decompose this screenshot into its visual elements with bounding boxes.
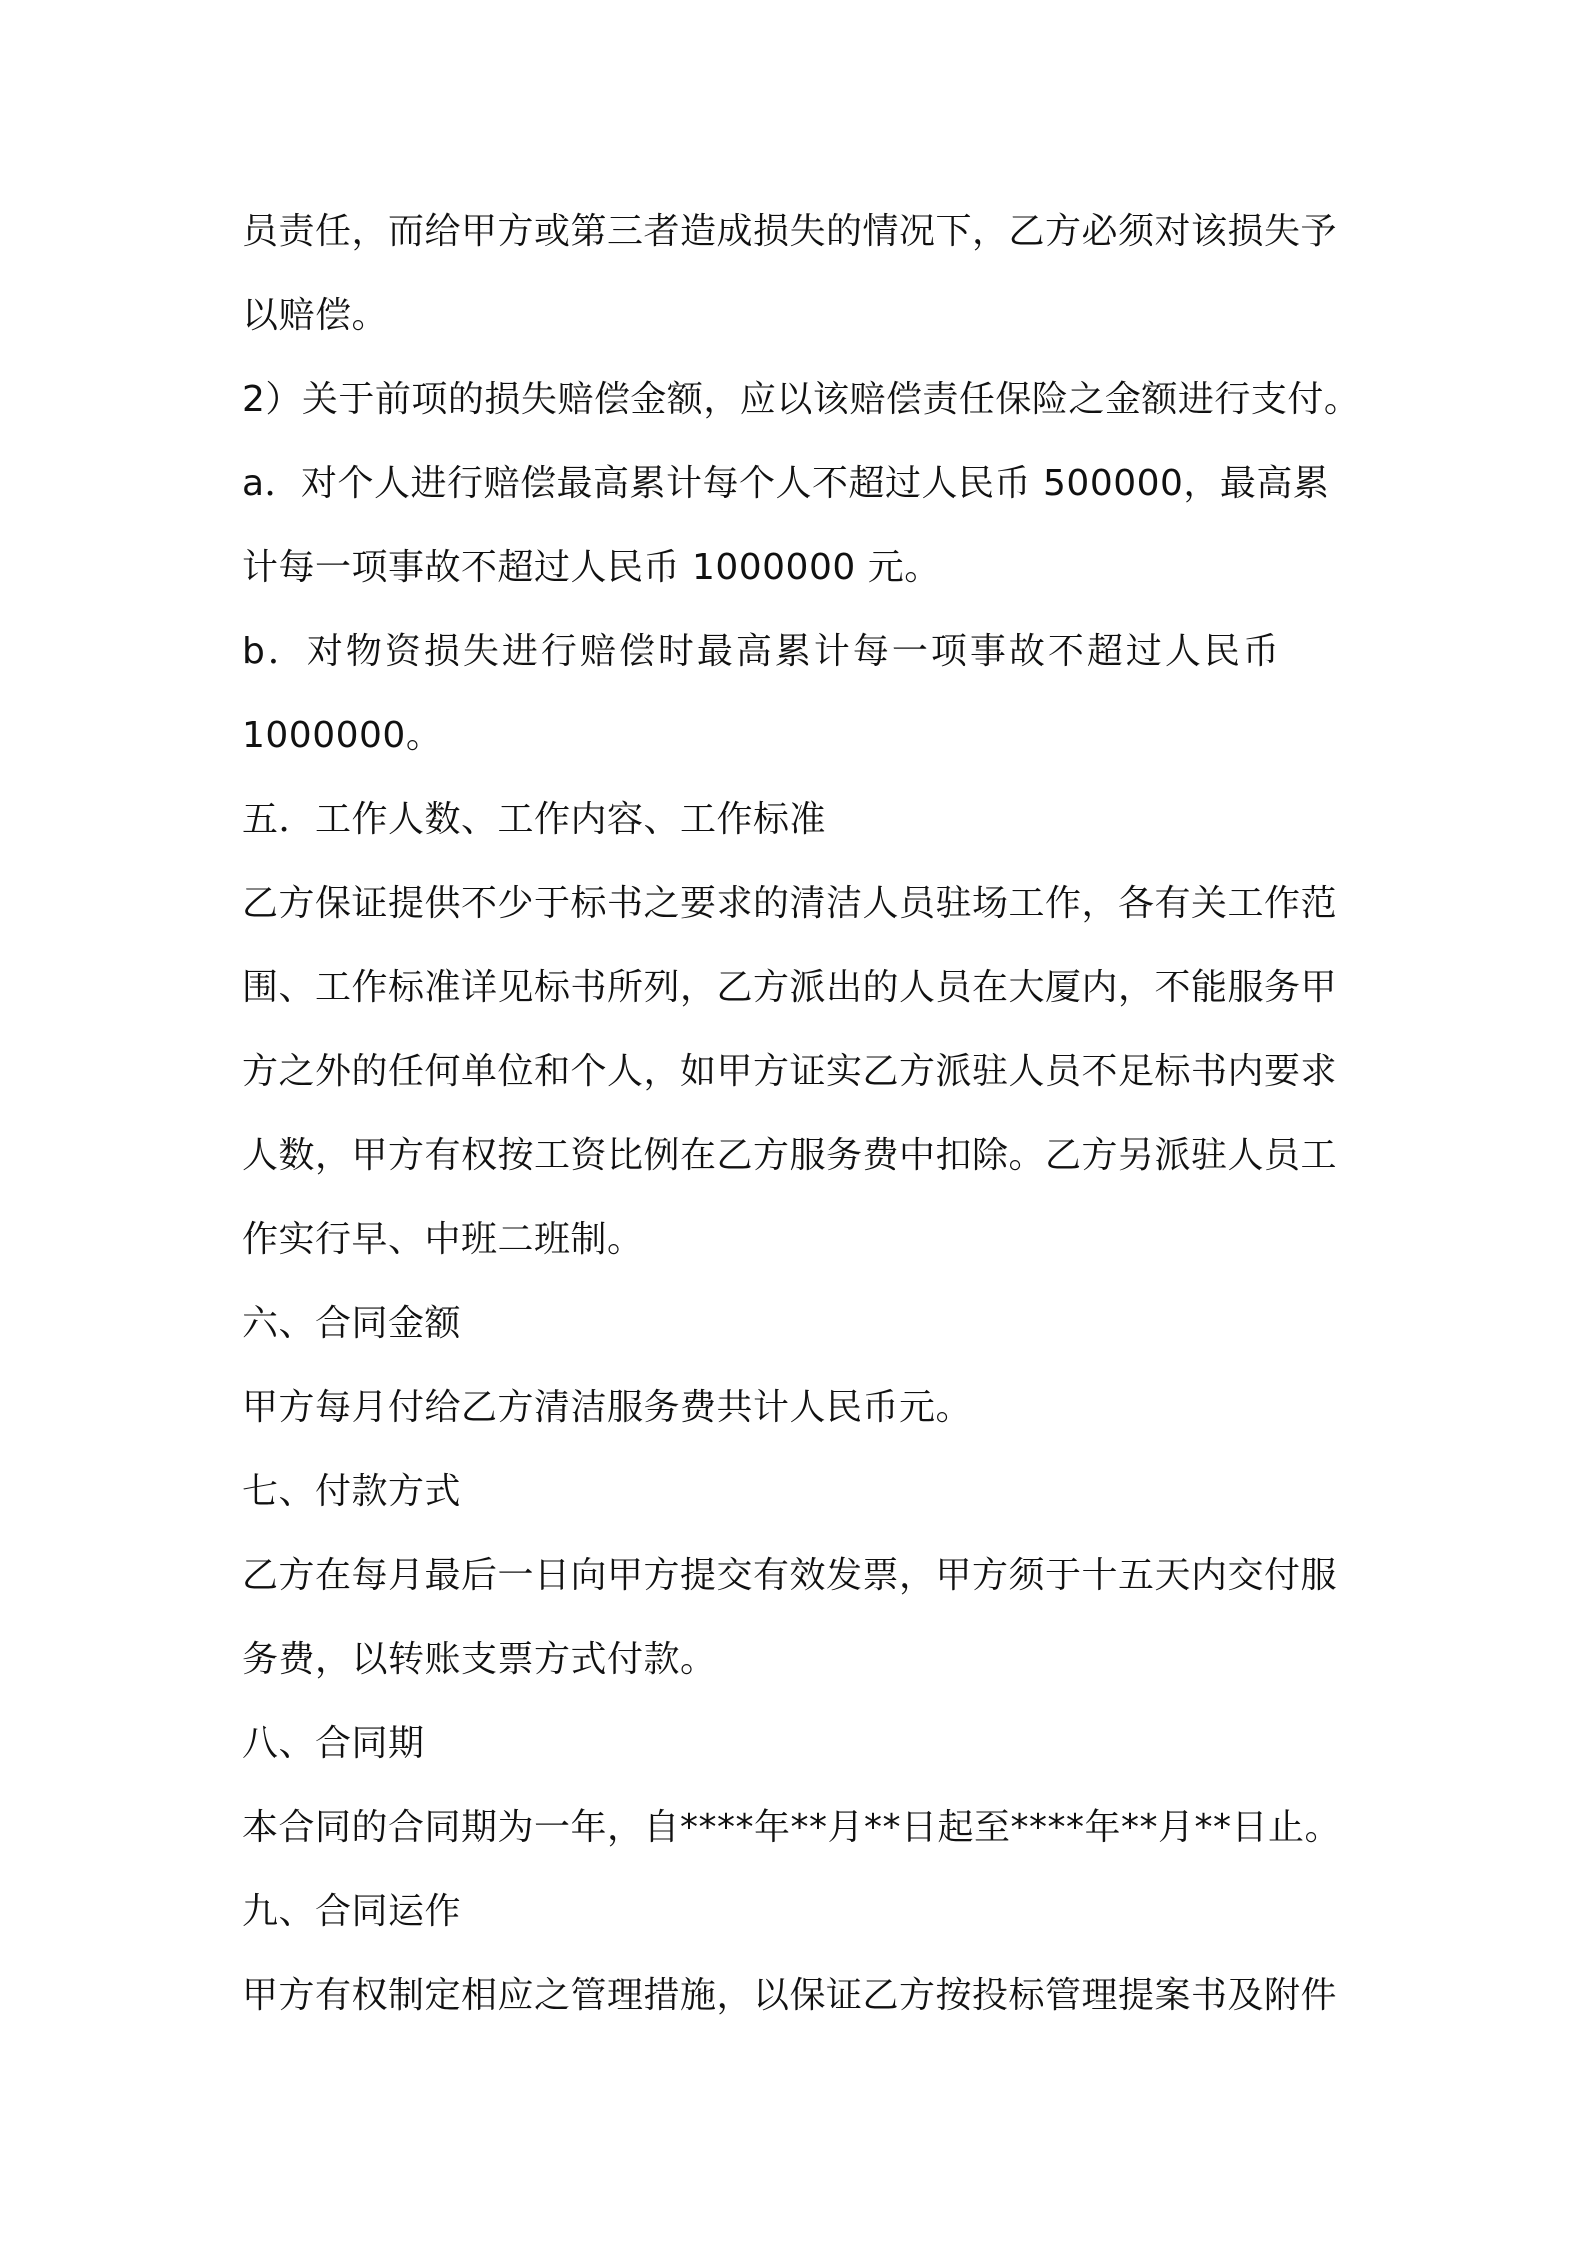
text-line: 本合同的合同期为一年，自****年**月**日起至****年**月**日止。 xyxy=(242,1807,1342,1848)
text-line: 计每一项事故不超过人民币 1000000 元。 xyxy=(242,547,941,588)
section-heading: 六、合同金额 xyxy=(242,1303,462,1344)
text-line: a．对个人进行赔偿最高累计每个人不超过人民币 500000，最高累 xyxy=(242,463,1330,504)
contract-text xyxy=(242,190,1372,2038)
text-line: 甲方有权制定相应之管理措施，以保证乙方按投标管理提案书及附件 xyxy=(242,1975,1338,2016)
text-line: 人数，甲方有权按工资比例在乙方服务费中扣除。乙方另派驻人员工 xyxy=(242,1135,1338,1176)
text-line: 乙方在每月最后一日向甲方提交有效发票，甲方须于十五天内交付服 xyxy=(242,1555,1338,1596)
text-line: 以赔偿。 xyxy=(242,295,389,336)
text-line: 1000000。 xyxy=(242,715,443,756)
text-line: 2）关于前项的损失赔偿金额，应以该赔偿责任保险之金额进行支付。 xyxy=(242,379,1361,420)
text-line: 围、工作标准详见标书所列，乙方派出的人员在大厦内，不能服务甲 xyxy=(242,967,1338,1008)
section-heading: 五．工作人数、工作内容、工作标准 xyxy=(242,799,827,840)
text-line: 乙方保证提供不少于标书之要求的清洁人员驻场工作，各有关工作范 xyxy=(242,883,1338,924)
text-line: 务费，以转账支票方式付款。 xyxy=(242,1639,717,1680)
section-heading: 七、付款方式 xyxy=(242,1471,462,1512)
text-line: b．对物资损失进行赔偿时最高累计每一项事故不超过人民币 xyxy=(242,631,1282,672)
text-line: 员责任，而给甲方或第三者造成损失的情况下，乙方必须对该损失予 xyxy=(242,211,1338,252)
text-line: 甲方每月付给乙方清洁服务费共计人民币元。 xyxy=(242,1387,973,1428)
section-heading: 九、合同运作 xyxy=(242,1891,462,1932)
text-line: 作实行早、中班二班制。 xyxy=(242,1219,644,1260)
text-line: 方之外的任何单位和个人，如甲方证实乙方派驻人员不足标书内要求 xyxy=(242,1051,1338,1092)
section-heading: 八、合同期 xyxy=(242,1723,425,1764)
